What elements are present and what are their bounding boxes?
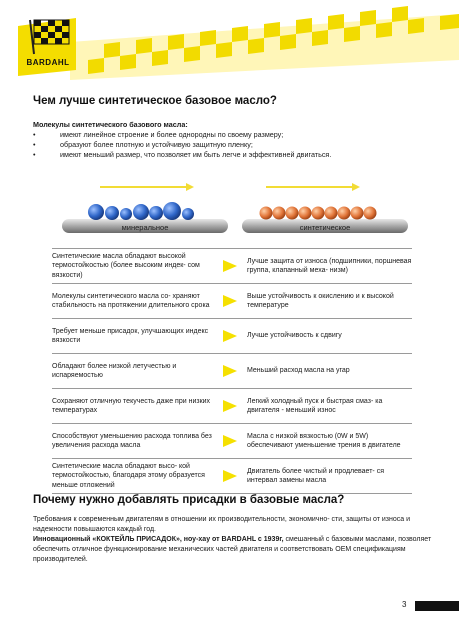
page-number-bar — [415, 601, 459, 611]
table-row — [52, 354, 412, 389]
effect-cell: Лучше защита от износа (подшипники, поршневая группа, клапанный меха- низм) — [247, 257, 412, 274]
flow-arrow-right — [266, 183, 360, 191]
table-row — [52, 389, 412, 424]
table-row — [52, 248, 412, 284]
mineral-molecules — [88, 202, 194, 220]
effect-cell: Двигатель более чистый и продлевает- ся интервал замены масла — [247, 467, 384, 484]
synthetic-label: синтетическое — [299, 223, 351, 232]
logo-text: BARDAHL — [26, 58, 70, 67]
table-row — [52, 459, 412, 494]
table-row — [52, 319, 412, 354]
yellow-arrow-icon — [217, 470, 243, 482]
effect-cell: Легкий холодный пуск и быстрая смаз- ка двигателя - меньший износ — [247, 397, 383, 414]
cause-cell: Требует меньше присадок, улучшающих индекс вязкости — [52, 327, 209, 344]
additives-paragraph-2 — [33, 535, 443, 565]
cause-cell: Обладают более низкой летучестью и испаряемостью — [52, 362, 177, 379]
cause-cell: Способствуют уменьшению расхода топлива без увеличения расхода масла — [52, 432, 212, 449]
additives-text — [33, 515, 443, 565]
cause-cell: Сохраняют отличную текучесть даже при низких температурах — [52, 397, 211, 414]
cause-cell: Синтетические масла обладают высокой термостойкостью (более высоким индек- сом вязкости) — [52, 253, 200, 279]
effect-cell: Лучше устойчивость к сдвигу — [247, 332, 342, 340]
additives-strong: Инновационный «КОКТЕЙЛЬ ПРИСАДОК», ноу-хау от BARDAHL с 1939г, — [33, 536, 284, 543]
flow-arrow-left — [100, 183, 194, 191]
bullet-item: • образуют более плотную и устойчивую защитную пленку; — [33, 140, 443, 150]
bullet-item: • имеют линейное строение и более однородны по своему размеру; — [33, 130, 443, 140]
comparison-table — [52, 248, 412, 494]
bullet-list — [33, 130, 443, 160]
effect-cell: Меньший расход масла на угар — [247, 367, 350, 375]
cause-cell: Синтетические масла обладают высо- кой термостойкостью, благодаря этому образуется меньше отложений — [52, 463, 205, 489]
yellow-arrow-icon — [217, 365, 243, 377]
yellow-arrow-icon — [217, 400, 243, 412]
effect-cell: Выше устойчивость к окислению и к высокой температуре — [247, 292, 394, 309]
additives-paragraph: Требования к современным двигателям в отношении их производительности, экономично- сти, защиты от износа и надежности повышаются каждый год. — [33, 516, 410, 533]
cause-cell: Молекулы синтетического масла со- храняют стабильность на протяжении длительного срока — [52, 292, 210, 309]
page-header — [0, 0, 459, 80]
section-title-synthetic: Чем лучше синтетическое базовое масло? — [33, 95, 277, 107]
table-row — [52, 424, 412, 459]
molecule-diagram — [60, 182, 410, 234]
page-number: 3 — [402, 600, 407, 609]
effect-cell: Масла с низкой вязкостью (0W и 5W) обеспечивают уменьшение трения в двигателе — [247, 432, 401, 449]
bullet-item: • имеют меньший размер, что позволяет им быть легче и эффективней двигаться. — [33, 150, 443, 160]
yellow-arrow-icon — [217, 260, 243, 272]
yellow-arrow-icon — [217, 435, 243, 447]
additives-rest: смешанный с базовыми маслами, позволяет обеспечить отличное функционирование механических частей двигателя и соответствовать OEM спецификациям производителей. — [33, 536, 432, 563]
intro-block — [33, 120, 443, 160]
yellow-arrow-icon — [217, 295, 243, 307]
intro-lead: Молекулы синтетического базового масла: — [33, 120, 188, 129]
checkered-flag-icon — [24, 16, 70, 56]
section-title-additives: Почему нужно добавлять присадки в базовые масла? — [33, 494, 345, 506]
table-row — [52, 284, 412, 319]
mineral-label: минеральное — [121, 223, 169, 232]
synthetic-molecules — [260, 207, 377, 220]
yellow-arrow-icon — [217, 330, 243, 342]
